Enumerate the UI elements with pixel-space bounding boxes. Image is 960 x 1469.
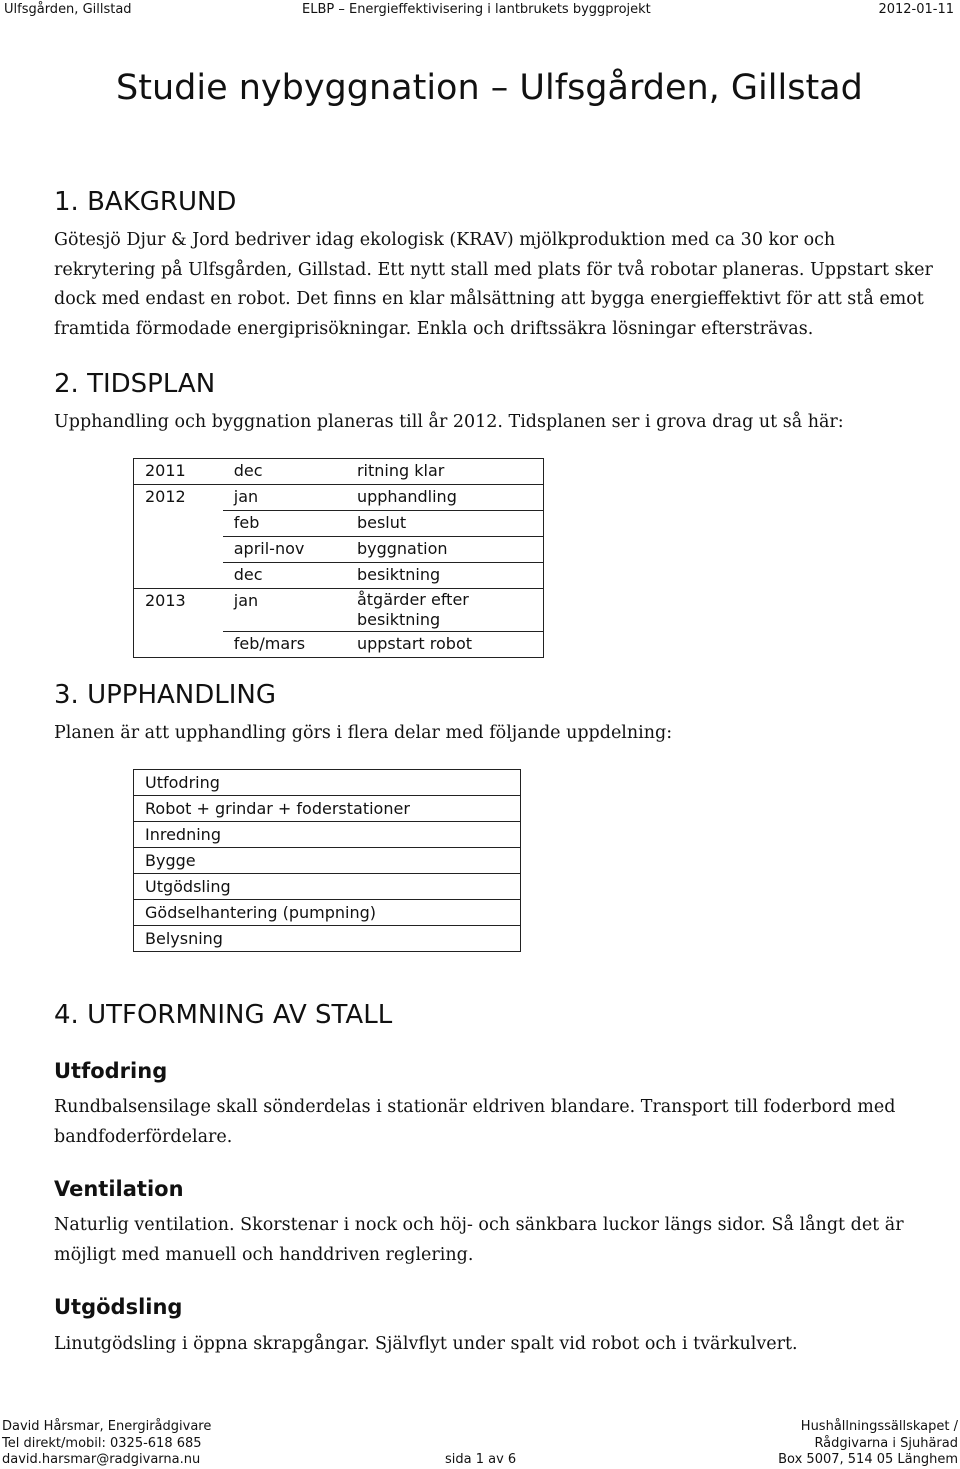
paragraph-line: bandfoderfördelare. <box>54 1126 233 1147</box>
procurement-item: Belysning <box>134 926 521 952</box>
year-cell <box>134 632 223 658</box>
paragraph-bakgrund <box>54 226 934 344</box>
table-row <box>134 511 544 537</box>
table-row <box>134 485 544 511</box>
paragraph-line: dock med endast en robot. Det finns en klar målsättning att bygga energieffektivt för att stå emot <box>54 289 924 309</box>
table-row <box>134 770 521 796</box>
year-cell <box>134 563 223 589</box>
page-number: sida 1 av 6 <box>445 1452 517 1467</box>
document-title: Studie nybyggnation – Ulfsgården, Gillstad <box>116 68 863 108</box>
task-cell: besiktning <box>346 563 544 589</box>
year-cell: 2011 <box>145 461 186 480</box>
paragraph-line: Naturlig ventilation. Skorstenar i nock och höj- och sänkbara luckor längs sidor. Så långt det är <box>54 1215 904 1235</box>
footer-org-line: Hushållningssällskapet / <box>800 1419 958 1434</box>
month-cell: dec <box>233 461 263 480</box>
year-cell <box>134 537 223 563</box>
month-cell: dec <box>223 563 346 589</box>
procurement-table <box>133 769 521 952</box>
table-row <box>134 822 521 848</box>
table-row <box>134 632 544 658</box>
footer-org-line: Rådgivarna i Sjuhärad <box>814 1435 958 1451</box>
procurement-item: Inredning <box>134 822 521 848</box>
header-date: 2012-01-11 <box>878 2 954 17</box>
procurement-item: Utfodring <box>145 773 220 792</box>
task-cell: uppstart robot <box>346 632 544 658</box>
task-cell: beslut <box>346 511 544 537</box>
footer-organization <box>778 1419 958 1469</box>
procurement-item: Bygge <box>134 848 521 874</box>
footer-name: David Hårsmar, Energirådgivare <box>2 1419 212 1434</box>
schedule-table <box>133 458 544 658</box>
paragraph-line: framtida förmodade energiprisökningar. Enkla och driftssäkra lösningar eftersträvas. <box>54 318 814 339</box>
footer-contact <box>2 1419 211 1469</box>
year-cell <box>134 511 223 537</box>
subheading-utfodring: Utfodring <box>54 1059 168 1083</box>
table-row <box>134 563 544 589</box>
header-left: Ulfsgården, Gillstad <box>4 2 132 17</box>
month-cell: feb/mars <box>223 632 346 658</box>
header-center: ELBP – Energieffektivisering i lantbrukets byggprojekt <box>302 2 651 17</box>
paragraph-utfodring <box>54 1093 934 1152</box>
paragraph-line: rekrytering på Ulfsgården, Gillstad. Ett nytt stall med plats för två robotar planeras. Uppstart sker <box>54 259 933 280</box>
paragraph-line: möjligt med manuell och handdriven reglering. <box>54 1244 474 1265</box>
task-cell: åtgärder efter besiktning <box>346 589 544 632</box>
table-row <box>134 796 521 822</box>
heading-upphandling: 3. UPPHANDLING <box>54 680 277 710</box>
paragraph-line: Rundbalsensilage skall sönderdelas i stationär eldriven blandare. Transport till foderbord med <box>54 1097 896 1117</box>
paragraph-line: Götesjö Djur & Jord bedriver idag ekologisk (KRAV) mjölkproduktion med ca 30 kor och <box>54 230 836 250</box>
month-cell: feb <box>223 511 346 537</box>
month-cell: jan <box>223 589 346 632</box>
month-cell: april-nov <box>223 537 346 563</box>
subheading-ventilation: Ventilation <box>54 1177 184 1201</box>
procurement-item: Robot + grindar + foderstationer <box>134 796 521 822</box>
paragraph-utgodsling: Linutgödsling i öppna skrapgångar. Självflyt under spalt vid robot och i tvärkulvert. <box>54 1334 798 1354</box>
footer-phone: Tel direkt/mobil: 0325-618 685 <box>2 1435 202 1451</box>
subheading-utgodsling: Utgödsling <box>54 1295 183 1319</box>
footer-org-address: Box 5007, 514 05 Länghem <box>778 1452 958 1467</box>
table-row <box>134 537 544 563</box>
table-row <box>134 459 544 485</box>
year-cell: 2013 <box>134 589 223 632</box>
month-cell: jan <box>223 485 346 511</box>
heading-bakgrund: 1. BAKGRUND <box>54 187 237 217</box>
paragraph-tidsplan: Upphandling och byggnation planeras till år 2012. Tidsplanen ser i grova drag ut så här: <box>54 412 844 432</box>
table-row <box>134 848 521 874</box>
table-row <box>134 900 521 926</box>
task-cell: upphandling <box>346 485 544 511</box>
table-row <box>134 874 521 900</box>
year-cell: 2012 <box>134 485 223 511</box>
heading-tidsplan: 2. TIDSPLAN <box>54 369 216 399</box>
heading-utformning: 4. UTFORMNING AV STALL <box>54 1000 393 1030</box>
paragraph-ventilation <box>54 1211 934 1270</box>
task-cell: byggnation <box>346 537 544 563</box>
task-cell: ritning klar <box>356 461 445 480</box>
table-row <box>134 926 521 952</box>
table-row <box>134 589 544 632</box>
procurement-item: Gödselhantering (pumpning) <box>134 900 521 926</box>
procurement-item: Utgödsling <box>134 874 521 900</box>
footer-email: david.harsmar@radgivarna.nu <box>2 1452 201 1467</box>
paragraph-upphandling: Planen är att upphandling görs i flera delar med följande uppdelning: <box>54 723 673 743</box>
